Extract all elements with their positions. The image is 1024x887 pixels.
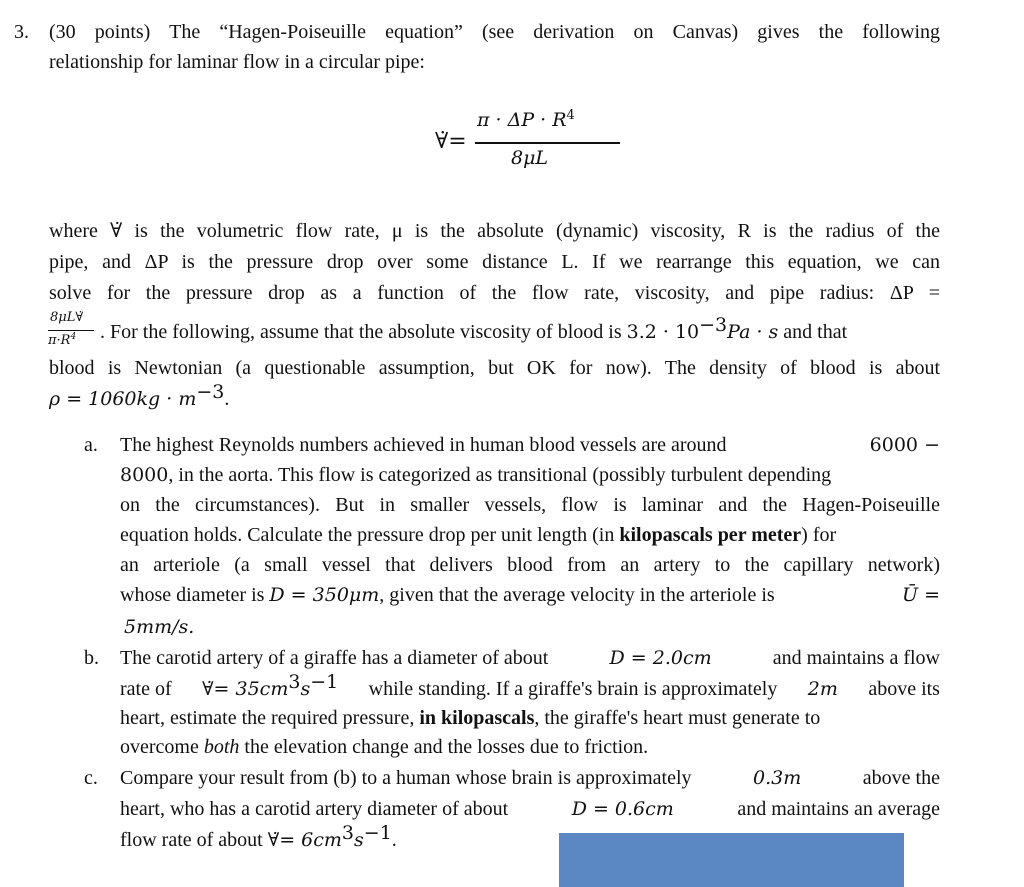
pressure-drop-fraction: 8μL∀̇ $\pi\cdot R^4$: [48, 310, 100, 352]
part-b-line-3: heart, estimate the required pressure, in kilopascals, the giraffe's heart must generate to: [120, 707, 821, 729]
equation-denominator: 8μL: [511, 147, 549, 169]
part-c-label: c.: [84, 767, 98, 789]
para-line-2: pipe, and ΔP is the pressure drop over some distance L. If we rearrange this equation, we can: [49, 251, 940, 273]
para-line-5: blood is Newtonian (a questionable assumption, but OK for now). The density of blood is about: [49, 357, 940, 379]
part-c-line-1: Compare your result from (b) to a human whose brain is approximately 0.3m above the: [120, 767, 940, 789]
part-a-line-4: equation holds. Calculate the pressure drop per unit length (in kilopascals per meter) for: [120, 524, 837, 546]
part-a-line-5: an arteriole (a small vessel that delivers blood from an artery to the capillary network): [120, 554, 940, 576]
part-b-line-2: rate of ∀̇= $35cm^3s^{-1}$ while standing. If a giraffe's brain is approximately 2m above its: [120, 671, 940, 700]
equation-numerator: $\pi \cdot \Delta P \cdot R^4$: [477, 108, 575, 131]
problem-intro-line-2: relationship for laminar flow in a circular pipe:: [49, 51, 425, 73]
part-a-line-6: whose diameter is D = 350μm, given that the average velocity in the arteriole is Ū =: [120, 584, 940, 606]
part-a-line-1: The highest Reynolds numbers achieved in human blood vessels are around 6000 −: [120, 434, 940, 456]
para-line-1: where ∀̇ is the volumetric flow rate, μ is the absolute (dynamic) viscosity, R is the radius of the: [49, 220, 940, 242]
part-b-line-1: The carotid artery of a giraffe has a diameter of about D = 2.0cm and maintains a flow: [120, 647, 940, 669]
fraction-bar: [475, 142, 620, 144]
problem-number: 3.: [14, 21, 29, 43]
overlay-box: [559, 833, 904, 887]
equation-lhs: ∀̇=: [435, 129, 467, 154]
part-b-label: b.: [84, 647, 99, 669]
para-line-3: solve for the pressure drop as a function of the flow rate, viscosity, and pipe radius: ΔP =: [49, 282, 940, 304]
part-c-line-2: heart, who has a carotid artery diameter of about D = 0.6cm and maintains an average: [120, 798, 940, 820]
part-a-label: a.: [84, 434, 98, 456]
part-a-line-7: 5mm/s.: [124, 616, 195, 638]
para-line-6: $\rho = 1060kg \cdot m^{-3}$.: [49, 381, 230, 410]
hagen-poiseuille-equation: [435, 107, 635, 177]
part-a-line-2: 8000, in the aorta. This flow is categorized as transitional (possibly turbulent depending: [120, 464, 832, 486]
part-c-line-3: flow rate of about ∀̇= $6cm^3s^{-1}$.: [120, 822, 397, 851]
part-a-line-3: on the circumstances). But in smaller vessels, flow is laminar and the Hagen-Poiseuille: [120, 494, 940, 516]
part-b-line-4: overcome both the elevation change and the losses due to friction.: [120, 736, 649, 758]
para-line-4: . For the following, assume that the absolute viscosity of blood is $3.2 \cdot 10^{-3}Pa \cdot s$ and that: [100, 314, 848, 343]
problem-intro-line-1: (30 points) The “Hagen-Poiseuille equation” (see derivation on Canvas) gives the following: [49, 21, 940, 43]
